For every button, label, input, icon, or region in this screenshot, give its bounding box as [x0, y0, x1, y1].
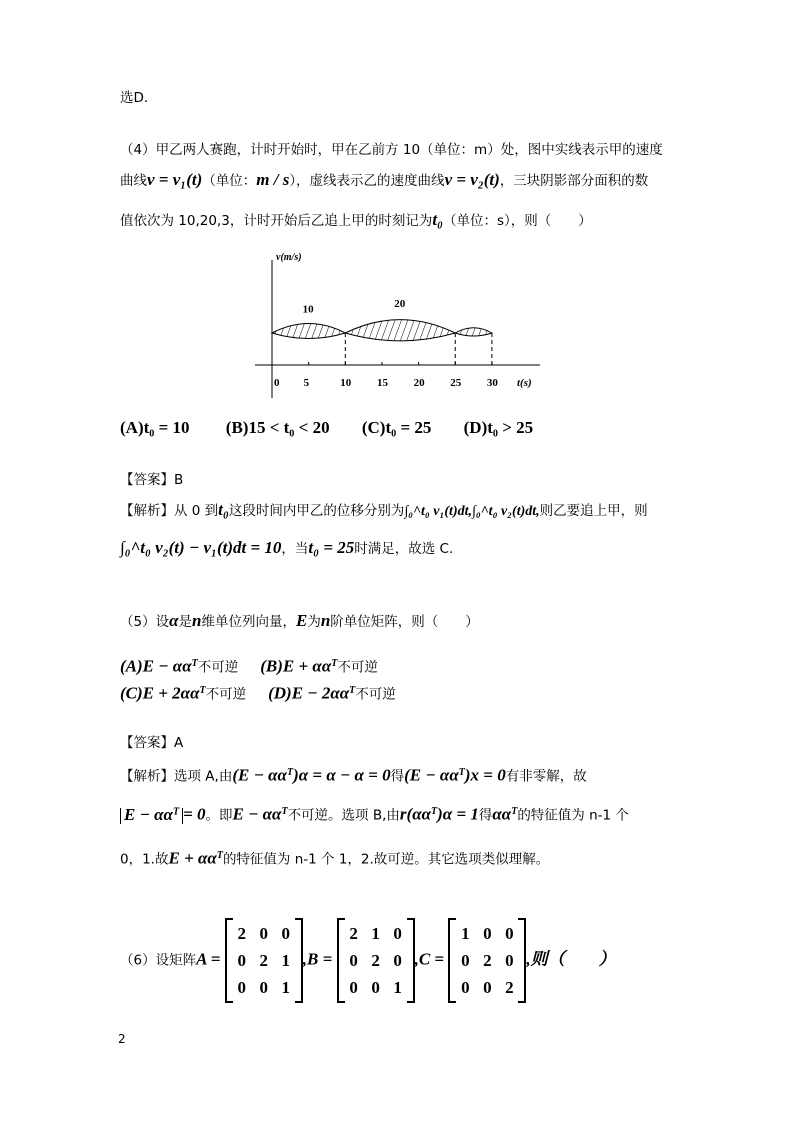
matrix-cell: 0: [259, 924, 268, 943]
q5-line1: （5）设α是n维单位列向量，E为n阶单位矩阵，则（ ）: [120, 611, 479, 630]
q4-options: [120, 418, 533, 438]
option-d: (D)t₀ > 25: [463, 418, 534, 437]
shaded-region: [272, 324, 345, 339]
x-tick-label: 15: [376, 377, 388, 389]
q5-explanation-line1: 【解析】选项 A,由$(E - \alpha\alpha^T)\alpha = \alpha - \alpha = 0$得$(E - \alpha\alpha^T)x = 0$有非零解，故: [120, 765, 587, 785]
matrix-cell: 0: [281, 924, 290, 943]
shaded-region: [455, 328, 492, 336]
x-tick-label: 10: [340, 377, 352, 389]
prev-answer-line: 选D.: [120, 90, 149, 106]
matrix-cell: 0: [483, 924, 492, 943]
matrix-cell: 1: [371, 924, 380, 943]
x-tick-label: 25: [450, 377, 462, 389]
matrix-cell: 1: [281, 978, 290, 997]
matrix-c: [448, 918, 526, 1003]
x-tick-label: 30: [486, 377, 498, 389]
matrix-cell: 0: [461, 978, 470, 997]
matrix-cell: 2: [349, 924, 358, 943]
x-tick-label: 0: [274, 377, 280, 389]
option-a: (A)t₀ = 10: [120, 418, 190, 437]
matrix-cell: 2: [259, 951, 268, 970]
q5-explanation-line3: 0，1.故$E + \alpha\alpha^T$的特征值为 n-1 个 1，2.故可逆。其它选项类似理解。: [120, 848, 550, 868]
shaded-region: [345, 320, 455, 341]
matrix-cell: 0: [349, 978, 358, 997]
region-label: 10: [302, 303, 314, 316]
matrix-cell: 0: [393, 924, 402, 943]
q6-line: （6）设矩阵A = 2 0 0 0 2 1 0 0 1 ,B = 2 1 0 0 2 0 0 0 1 ,C = 1 0 0 0 2 0 0 0 2 ,则（ ）: [120, 918, 616, 1003]
matrix-cell: 0: [349, 951, 358, 970]
x-tick-label: 5: [303, 377, 310, 389]
region-label: 20: [394, 298, 406, 311]
q4-answer: 【答案】B: [120, 472, 184, 488]
q4-explanation-line2: ∫₀^t₀ v₂(t) − v₁(t)dt = 10，当t₀ = 25时满足，故选 C.: [120, 538, 454, 557]
q4-explanation-line1: 【解析】从 0 到t₀这段时间内甲乙的位移分别为∫₀^t₀ v₁(t)dt,∫₀^t₀ v₂(t)dt,则乙要追上甲，则: [120, 500, 648, 519]
q5-explanation-line2: $E - \alpha\alpha^T = 0$。即$E - \alpha\alpha^T$不可逆。选项 B,由$r(\alpha\alpha^T)\alpha = 1$得$\alpha\alpha^T$的特征值为 n-1 个: [120, 802, 629, 826]
matrix-cell: 2: [505, 978, 514, 997]
matrix-cell: 0: [505, 924, 514, 943]
x-tick-label: 20: [413, 377, 425, 389]
option-c: (C)t₀ = 25: [361, 418, 432, 437]
velocity-chart: [255, 248, 545, 403]
matrix-cell: 0: [483, 978, 492, 997]
matrix-cell: 1: [281, 951, 290, 970]
matrix-cell: 0: [371, 978, 380, 997]
q4-line1: （4）甲乙两人赛跑，计时开始时，甲在乙前方 10（单位：m）处，图中实线表示甲的速度: [120, 142, 663, 158]
x-axis-label: t(s): [517, 377, 532, 389]
matrix-cell: 2: [371, 951, 380, 970]
q5-options-row2: $(C)E + 2\alpha\alpha^T$不可逆 $(D)E - 2\alpha\alpha^T$不可逆: [120, 683, 396, 703]
matrix-cell: 2: [483, 951, 492, 970]
q4-line2: 曲线v = v₁(t)（单位：m / s），虚线表示乙的速度曲线v = v₂(t)，三块阴影部分面积的数: [120, 170, 649, 189]
matrix-cell: 0: [237, 978, 246, 997]
matrix-a: [225, 918, 303, 1003]
matrix-cell: 0: [393, 951, 402, 970]
option-b: (B)15 < t₀ < 20: [225, 418, 330, 437]
matrix-cell: 0: [505, 951, 514, 970]
q5-options-row1: $(A)E - \alpha\alpha^T$不可逆 $(B)E + \alpha\alpha^T$不可逆: [120, 656, 378, 676]
matrix-cell: 1: [393, 978, 402, 997]
matrix-cell: 0: [259, 978, 268, 997]
page-number: 2: [118, 1032, 126, 1046]
q4-line3: 值依次为 10,20,3，计时开始后乙追上甲的时刻记为t₀（单位：s），则（ ）: [120, 210, 592, 229]
matrix-cell: 2: [237, 924, 246, 943]
y-axis-label: v(m/s): [276, 252, 302, 263]
matrix-cell: 0: [461, 951, 470, 970]
q5-answer: 【答案】A: [120, 735, 184, 751]
matrix-cell: 0: [237, 951, 246, 970]
matrix-b: [337, 918, 415, 1003]
matrix-cell: 1: [461, 924, 470, 943]
